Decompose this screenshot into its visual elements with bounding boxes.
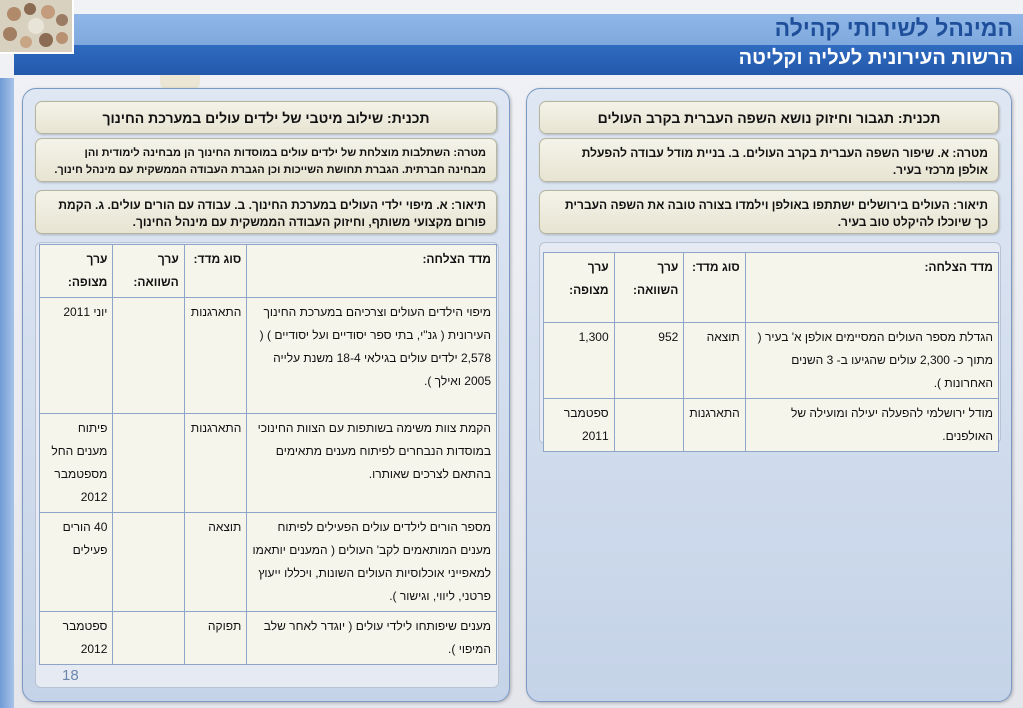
header-metric-type: סוג מדד: <box>684 253 745 323</box>
table-header-row <box>40 245 497 298</box>
cell-expected: ספטמבר 2012 <box>40 612 113 665</box>
cell-type: תוצאה <box>684 323 745 399</box>
cell-type: תפוקה <box>184 612 247 665</box>
header-expected-value: ערך מצופה: <box>40 245 113 298</box>
left-program-goal: מטרה: השתלבות מוצלחת של ילדים עולים במוסדות החינוך הן מבחינה לימודית והן מבחינה חברתית. הגברת תחושת השייכות וכן הגברת העבודה הממשקית עם מינהל חינוך. <box>35 138 497 182</box>
cell-metric: מודל ירושלמי להפעלה יעילה ומועילה של האולפנים. <box>745 399 998 452</box>
left-program-description: תיאור: א. מיפוי ילדי העולים במערכת החינוך. ב. עבודה עם הורים עולים. ג. הקמת פורום מקצועי משותף, וחיזוק העבודה הממשקית עם מינהל החינוך. <box>35 190 497 234</box>
left-program-panel <box>22 88 510 702</box>
cell-expected: ספטמבר 2011 <box>544 399 615 452</box>
right-program-description: תיאור: העולים בירושלים ישתתפו באולפן וילמדו בצורה טובה את השפה העברית כך שיוכלו להיקלט טוב בעיר. <box>539 190 999 234</box>
right-program-goal: מטרה: א. שיפור השפה העברית בקרב העולים. ב. בניית מודל עבודה להפעלת אולפן מרכזי בעיר. <box>539 138 999 182</box>
cell-expected: יוני 2011 <box>40 298 113 414</box>
table-row <box>40 414 497 513</box>
cell-metric: הגדלת מספר העולים המסיימים אולפן א' בעיר ( מתוך כ- 2,300 עולים שהגיעו ב- 3 השנים האחרונות ). <box>745 323 998 399</box>
cell-type: התארגנות <box>184 298 247 414</box>
left-program-title: תכנית: שילוב מיטבי של ילדים עולים במערכת החינוך <box>35 101 497 134</box>
header-comparison-value: ערך השוואה: <box>614 253 684 323</box>
cell-comparison <box>113 298 184 414</box>
cell-metric: מיפוי הילדים העולים וצרכיהם במערכת החינוך העירונית ( גנ"י, בתי ספר יסודיים ועל יסודיים ) ( 2,578 ילדים עולים בגילאי 18-4 משנת עלייה 2005 ואילך ). <box>247 298 497 414</box>
table-row <box>40 513 497 612</box>
cell-metric: מספר הורים לילדים עולים הפעילים לפיתוח מענים המותאמים לקב' העולים ( המענים יותאמו למאפייני אוכלוסיות העולים השונות, ויכללו ייעוץ פרטני, ליווי, וגישור ). <box>247 513 497 612</box>
cell-comparison: 952 <box>614 323 684 399</box>
right-metrics-table <box>543 252 999 452</box>
header-expected-value: ערך מצופה: <box>544 253 615 323</box>
table-row <box>40 612 497 665</box>
left-metrics-table <box>39 244 497 665</box>
table-header-row <box>544 253 999 323</box>
header-comparison-value: ערך השוואה: <box>113 245 184 298</box>
header-success-metric: מדד הצלחה: <box>247 245 497 298</box>
right-program-title: תכנית: תגבור וחיזוק נושא השפה העברית בקרב העולים <box>539 101 999 134</box>
cell-type: התארגנות <box>184 414 247 513</box>
page-subtitle: הרשות העירונית לעליה וקליטה <box>738 47 1013 69</box>
header-metric-type: סוג מדד: <box>184 245 247 298</box>
cell-metric: מענים שיפותחו לילדי עולים ( יוגדר לאחר שלב המיפוי ). <box>247 612 497 665</box>
cell-comparison <box>113 513 184 612</box>
cell-type: תוצאה <box>184 513 247 612</box>
cell-expected: פיתוח מענים החל מספטמבר 2012 <box>40 414 113 513</box>
table-row <box>544 323 999 399</box>
community-logo-image <box>0 0 74 54</box>
cell-comparison <box>113 414 184 513</box>
cell-comparison <box>614 399 684 452</box>
table-row <box>40 298 497 414</box>
table-row <box>544 399 999 452</box>
cell-comparison <box>113 612 184 665</box>
cell-expected: 1,300 <box>544 323 615 399</box>
cell-metric: הקמת צוות משימה בשותפות עם הצוות החינוכי במוסדות הנבחרים לפיתוח מענים מתאימים בהתאם לצרכים שאותרו. <box>247 414 497 513</box>
cell-type: התארגנות <box>684 399 745 452</box>
page-title: המינהל לשירותי קהילה <box>774 15 1013 41</box>
header-success-metric: מדד הצלחה: <box>745 253 998 323</box>
right-program-panel <box>526 88 1012 702</box>
cell-expected: 40 הורים פעילים <box>40 513 113 612</box>
page-number: 18 <box>62 667 79 684</box>
left-decor-strip <box>0 78 14 708</box>
